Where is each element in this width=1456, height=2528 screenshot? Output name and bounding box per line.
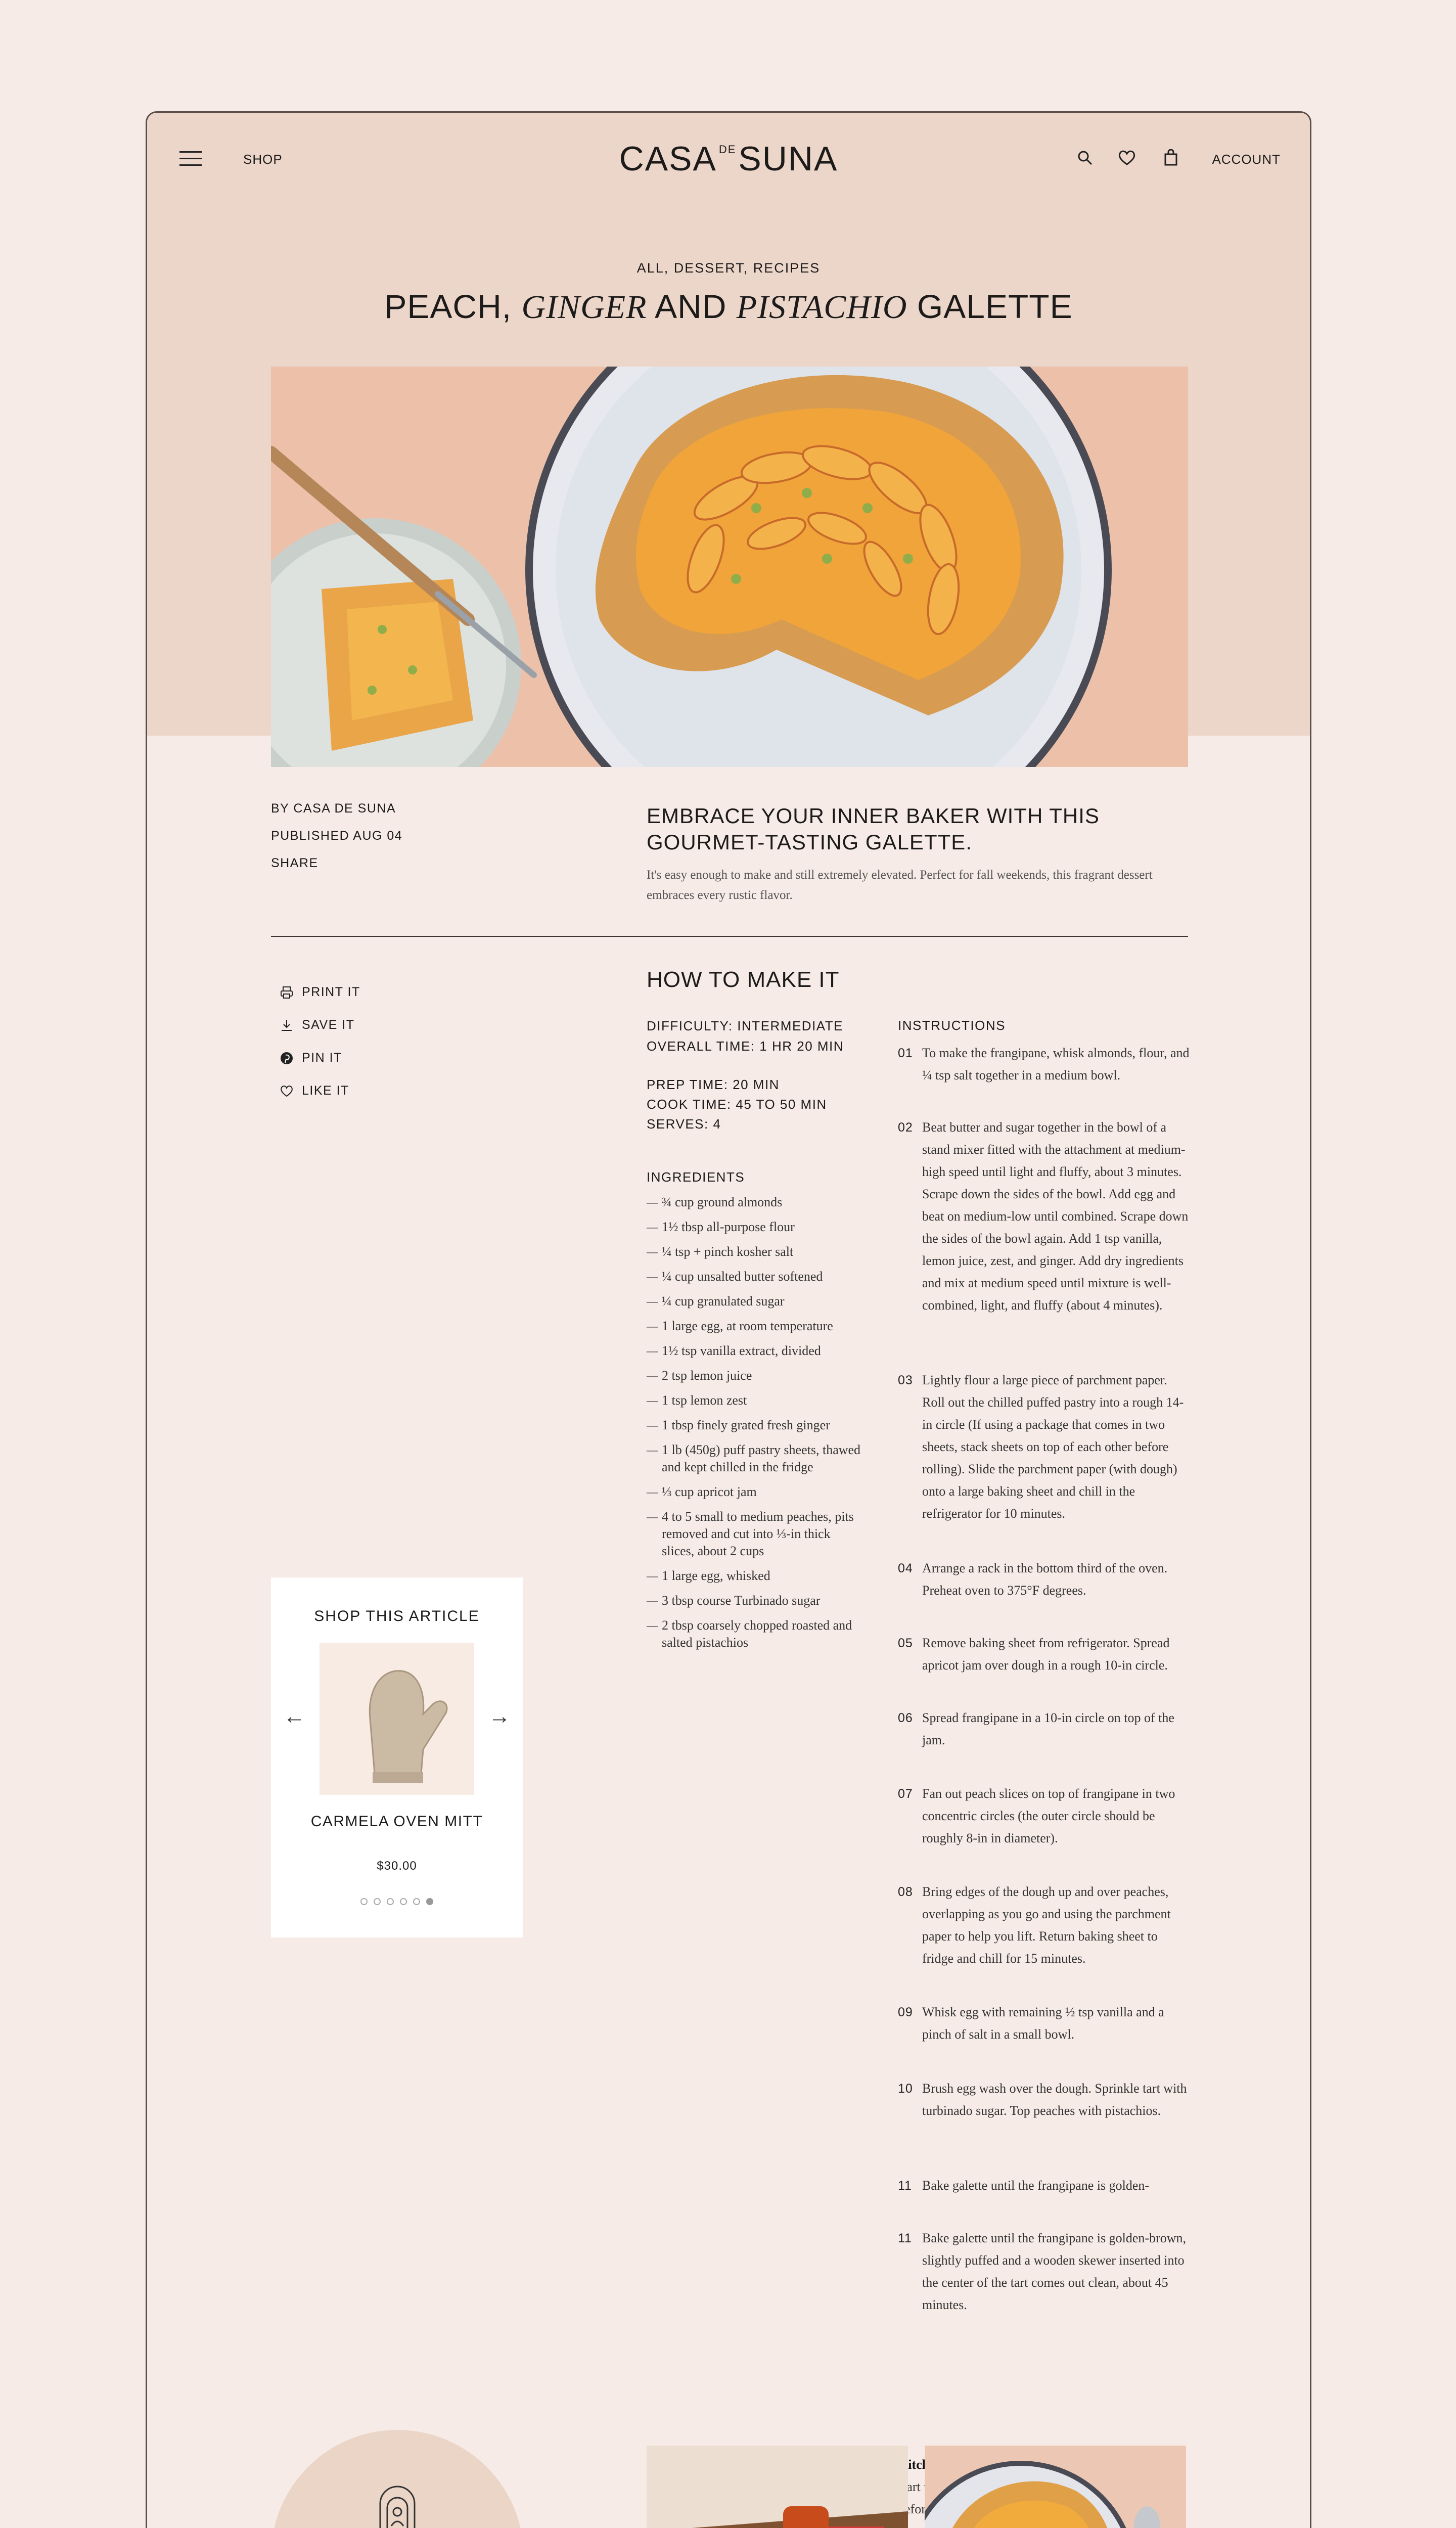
product-image[interactable] [320,1643,474,1795]
oven-mitt-image [320,1643,474,1795]
step [898,2078,1191,2122]
save-button[interactable] [280,1018,355,1032]
article-lead: EMBRACE YOUR INNER BAKER WITH THIS GOURMET-TASTING GALETTE. [647,804,1100,854]
step [898,2227,1191,2316]
print-label: PRINT IT [302,985,360,999]
overall-time: OVERALL TIME: 1 HR 20 MIN [647,1039,844,1054]
ingredient: — 1 tbsp finely grated fresh ginger [647,1417,864,1434]
printer-icon [280,985,294,1000]
ingredient: — 1 tsp lemon zest [647,1392,864,1409]
hero-image [271,367,1188,767]
pin-label: PIN IT [302,1051,342,1065]
product-price: $30.00 [377,1859,417,1873]
ingredient: — 1½ tbsp all-purpose flour [647,1218,864,1236]
step [898,1116,1191,1317]
step-number: 06 [898,1711,913,1725]
brand-logo-mid: DE [718,143,737,156]
page-frame [146,111,1311,2528]
step-text: Remove baking sheet from refrigerator. Spread apricot jam over dough in a rough 10-in circle. [922,1636,1170,1673]
title-part-2: GINGER [521,289,647,326]
ingredient: — 1½ tsp vanilla extract, divided [647,1342,864,1360]
ingredient: — ¼ tsp + pinch kosher salt [647,1243,864,1260]
step [898,1783,1191,1849]
step-text: Bring edges of the dough up and over peaches, overlapping as you go and using the parchment paper to help you lift. Return baking sheet to fridge and chill for 15 minutes. [922,1884,1171,1966]
step-text: Arrange a rack in the bottom third of the oven. Preheat oven to 375°F degrees. [922,1561,1168,1598]
ingredient: — ⅓ cup apricot jam [647,1483,864,1501]
step-text: Bake galette until the frangipane is golden- [922,2178,1150,2193]
publish-date: PUBLISHED AUG 04 [271,829,403,843]
step-text: Whisk egg with remaining ½ tsp vanilla and a pinch of salt in a small bowl. [922,2005,1164,2042]
servings: SERVES: 4 [647,1116,721,1132]
title-part-5: GALETTE [907,288,1073,325]
article-intro: It's easy enough to make and still extremely elevated. Perfect for fall weekends, this fragrant dessert embraces every rustic flavor. [647,868,1153,902]
step-number: 02 [898,1120,913,1135]
carousel-dot[interactable] [374,1898,381,1905]
prep-time: PREP TIME: 20 MIN [647,1077,780,1092]
download-icon [280,1018,294,1032]
step-text: Spread frangipane in a 10-in circle on top of the jam. [922,1710,1174,1747]
carousel-dot[interactable] [387,1898,394,1905]
ingredient: — 2 tsp lemon juice [647,1367,864,1384]
step-number: 08 [898,1885,913,1899]
carousel-dot[interactable] [400,1898,407,1905]
carousel-dot[interactable] [360,1898,368,1905]
search-icon[interactable] [1076,149,1094,166]
newsletter-card [271,2430,524,2528]
brand-logo-right: SUNA [738,140,838,178]
arrow-left-icon[interactable]: ← [283,1704,305,1729]
byline[interactable]: BY CASA DE SUNA [271,801,396,816]
ingredient: — 4 to 5 small to medium peaches, pits removed and cut into ⅓-in thick slices, about 2 cups [647,1508,864,1560]
step-number: 04 [898,1561,913,1575]
kitchen-tip-text: start before [898,2479,932,2516]
carousel-dot-active[interactable] [426,1898,433,1905]
ingredient: — 1 large egg, at room temperature [647,1318,864,1335]
ingredient: — ¾ cup ground almonds [647,1194,864,1211]
ingredients-list [647,1194,864,1659]
step-text: Fan out peach slices on top of frangipane in two concentric circles (the outer circle should be roughly 8-in in diameter). [922,1786,1175,1845]
ingredient: — 1 lb (450g) puff pastry sheets, thawed and kept chilled in the fridge [647,1441,864,1476]
home-arch-icon [377,2486,418,2528]
ingredient: — ¼ cup granulated sugar [647,1293,864,1310]
recipe-photo-ingredients [647,2446,908,2528]
divider [271,936,1188,937]
step-text: Beat butter and sugar together in the bowl of a stand mixer fitted with the attachment at medium-high speed until light and fluffy, about 3 minutes. Scrape down the sides of the bowl. Add egg and beat on medium-low until combined. Scrape down the sides of the bowl again. Add 1 tsp vanilla, lemon juice, zest, and ginger. Add dry ingredients and mix at medium speed until mixture is well-combined, light, and fluffy (about 4 minutes). [922,1120,1189,1313]
step-number: 11 [898,2231,912,2245]
step-text: Lightly flour a large piece of parchment paper. Roll out the chilled puffed pastry into a rough 14-in circle (If using a package that comes in two sheets, stack sheets on top of each other before rolling). Slide the parchment paper (with dough) onto a large baking sheet and chill in the refrigerator for 10 minutes. [922,1373,1184,1521]
title-part-1: PEACH, [384,288,522,325]
step-number: 10 [898,2082,913,2096]
step [898,1707,1191,1751]
step [898,2001,1191,2046]
step [898,2175,1191,2197]
arrow-right-icon[interactable]: → [488,1704,511,1729]
ingredient: — 1 large egg, whisked [647,1567,864,1585]
title-part-3: AND [647,288,737,325]
step [898,1557,1191,1602]
carousel-dots [271,1898,523,1905]
carousel-dot[interactable] [413,1898,420,1905]
heart-outline-icon [280,1084,294,1098]
save-label: SAVE IT [302,1018,355,1032]
heart-icon[interactable] [1118,149,1136,166]
step-text: To make the frangipane, whisk almonds, flour, and ¼ tsp salt together in a medium bowl. [922,1046,1190,1082]
brand-logo-left: CASA [619,140,717,178]
ingredient: — ¼ cup unsalted butter softened [647,1268,864,1285]
step-number: 09 [898,2005,913,2019]
like-label: LIKE IT [302,1084,349,1098]
difficulty: DIFFICULTY: INTERMEDIATE [647,1018,843,1033]
print-button[interactable] [280,985,360,1000]
page-title [147,287,1310,327]
step-text: Brush egg wash over the dough. Sprinkle tart with turbinado sugar. Top peaches with pistachios. [922,2081,1187,2118]
site-header [147,113,1310,204]
ingredient: — 3 tbsp course Turbinado sugar [647,1592,864,1609]
step-number: 03 [898,1373,913,1387]
step-number: 05 [898,1636,913,1650]
category-breadcrumb[interactable]: ALL, DESSERT, RECIPES [636,260,821,276]
instructions-heading: INSTRUCTIONS [898,1018,1006,1033]
shopping-bag-icon[interactable] [1163,149,1178,166]
shop-link[interactable]: SHOP [243,152,283,167]
pin-button[interactable] [280,1051,342,1065]
kitchen-tip-label: Kitchen [898,2457,943,2472]
account-link[interactable]: ACCOUNT [1212,152,1281,167]
like-button[interactable] [280,1084,349,1098]
shop-card-heading: SHOP THIS ARTICLE [314,1608,480,1624]
step [898,1632,1191,1677]
step [898,1881,1191,1970]
title-part-4: PISTACHIO [736,289,907,326]
ingredient: — 2 tbsp coarsely chopped roasted and salted pistachios [647,1617,864,1651]
ingredients-heading: INGREDIENTS [647,1169,745,1185]
step-number: 11 [898,2179,912,2193]
product-name[interactable]: CARMELA OVEN MITT [310,1813,483,1830]
recipe-heading: HOW TO MAKE IT [647,967,840,992]
step [898,1369,1191,1525]
step-text: Bake galette until the frangipane is golden-brown, slightly puffed and a wooden skewer inserted into the center of the tart comes out clean, about 45 minutes. [922,2231,1187,2312]
step-number: 01 [898,1046,913,1060]
step-number: 07 [898,1787,913,1801]
recipe-photo-galette [925,2446,1186,2528]
share-link[interactable]: SHARE [271,856,318,870]
pinterest-icon [280,1051,294,1065]
shop-this-article-card [271,1577,523,1937]
step [898,1042,1191,1087]
cook-time: COOK TIME: 45 TO 50 MIN [647,1097,827,1112]
